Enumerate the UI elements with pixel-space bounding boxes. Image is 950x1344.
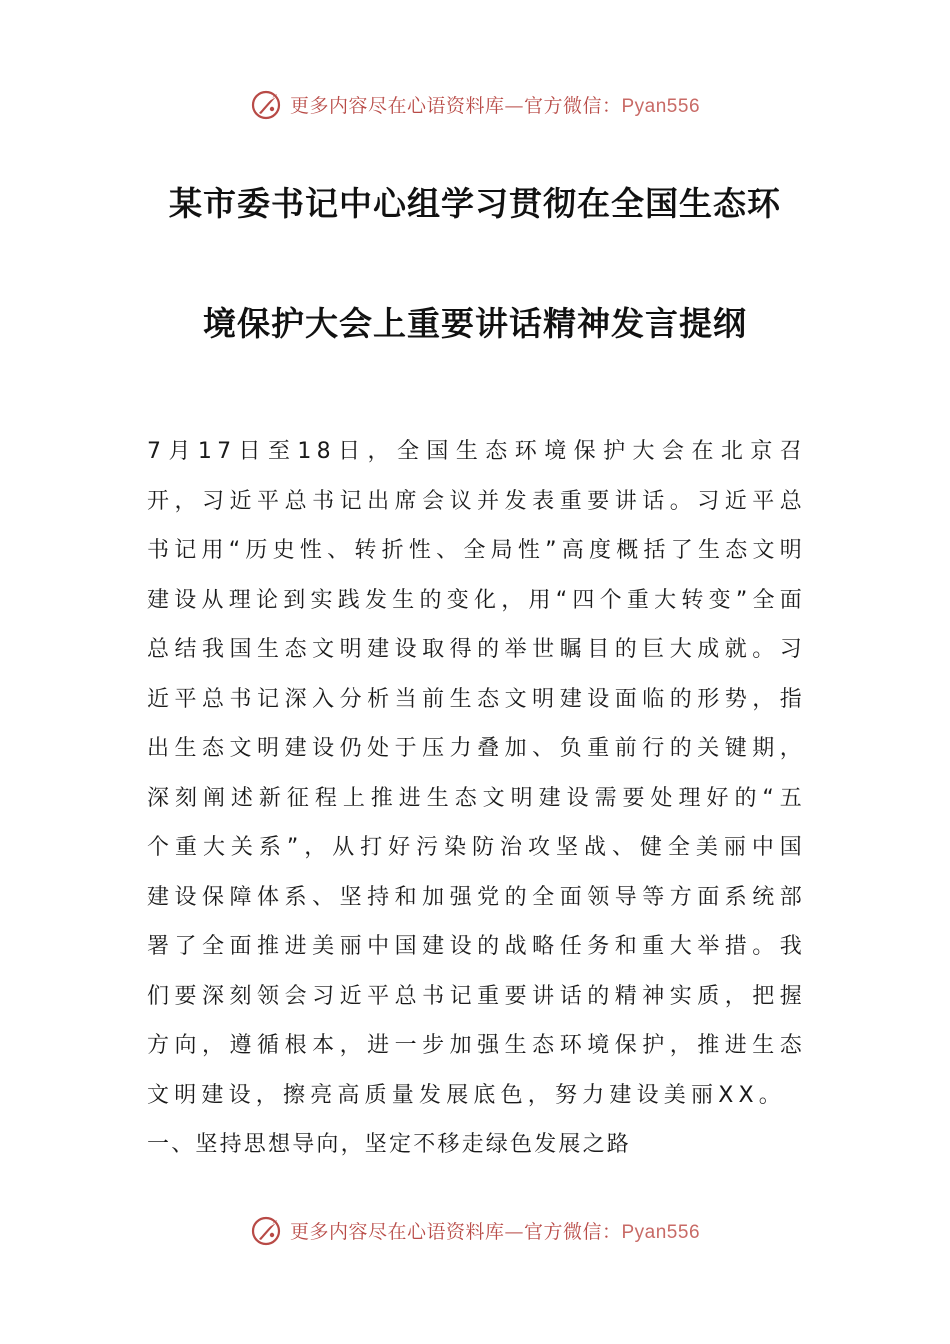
watermark-dash: — xyxy=(504,1220,524,1243)
watermark-header xyxy=(0,84,950,124)
quill-logo-icon xyxy=(250,87,284,121)
watermark-prefix: 更多内容尽在心语资料库 xyxy=(289,1220,505,1243)
watermark-text xyxy=(290,1217,700,1244)
watermark-label: 官方微信： xyxy=(523,94,622,117)
watermark-footer xyxy=(0,1210,950,1250)
watermark-label: 官方微信： xyxy=(523,1220,622,1243)
watermark-text xyxy=(290,91,700,118)
watermark-dash: — xyxy=(504,94,524,117)
watermark-prefix: 更多内容尽在心语资料库 xyxy=(289,94,505,117)
watermark-handle: Pyan556 xyxy=(621,1221,701,1243)
intro-paragraph: 7月17日至18日，全国生态环境保护大会在北京召开，习近平总书记出席会议并发表重要讲话。习近平总书记用“历史性、转折性、全局性”高度概括了生态文明建设从理论到实践发生的变化，用“四个重大转变”全面总结我国生态文明建设取得的举世瞩目的巨大成就。习近平总书记深入分析当前生态文明建设面临的形势，指出生态文明建设仍处于压力叠加、负重前行的关键期，深刻阐述新征程上推进生态文明建设需要处理好的“五个重大关系”，从打好污染防治攻坚战、健全美丽中国建设保障体系、坚持和加强党的全面领导等方面系统部署了全面推进美丽中国建设的战略任务和重大举措。我们要深刻领会习近平总书记重要讲话的精神实质，把握方向，遵循根本，进一步加强生态环境保护，推进生态文明建设，擦亮高质量发展底色，努力建设美丽XX。 xyxy=(147,439,807,1108)
document-title-line-1: 某市委书记中心组学习贯彻在全国生态环 xyxy=(169,184,781,223)
watermark-handle: Pyan556 xyxy=(621,95,701,117)
section-heading-1: 一、坚持思想导向，坚定不移走绿色发展之路 xyxy=(147,1132,632,1157)
document-title-line-2: 境保护大会上重要讲话精神发言提纲 xyxy=(203,304,747,343)
quill-logo-icon xyxy=(250,1213,284,1247)
